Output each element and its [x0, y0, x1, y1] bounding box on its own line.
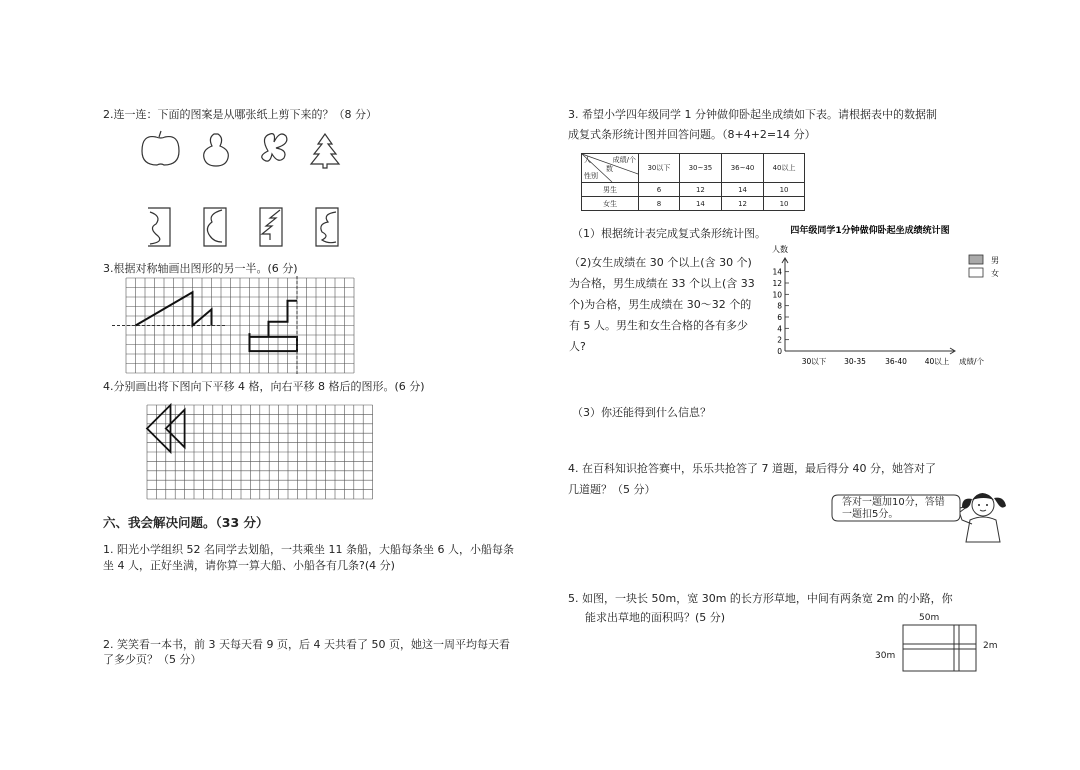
sub-question-2-line: 人? — [569, 340, 586, 353]
question-4-text: 4.分别画出将下图向下平移 4 格，向右平移 8 格后的图形。(6 分) — [103, 380, 425, 393]
table-header-cell: 40以上 — [764, 154, 805, 183]
y-tick-label: 8 — [777, 301, 782, 311]
table-cell: 14 — [679, 197, 721, 211]
problem-1-line-1: 1. 阳光小学组织 52 名同学去划船，一共乘坐 11 条船，大船每条坐 6 人，小船每条 — [103, 543, 514, 556]
r-question-3-line-2: 成复式条形统计图并回答问题。（8+4+2=14 分） — [568, 128, 816, 141]
chart-x-axis-label: 成绩/个 — [959, 357, 985, 366]
r-question-3-line-1: 3. 希望小学四年级同学 1 分钟做仰卧起坐成绩如下表。请根据表中的数据制 — [568, 108, 937, 121]
legend-label: 男 — [991, 256, 999, 265]
field-width-label: 30m — [875, 651, 896, 661]
corner-mid2-label: 数 — [606, 165, 613, 173]
r-question-5-line-2: 能求出草地的面积吗？(5 分) — [585, 611, 726, 624]
chart-y-axis-label: 人数 — [772, 245, 788, 254]
table-cell: 12 — [679, 183, 721, 197]
table-header-cell: 30~35 — [679, 154, 721, 183]
y-tick-label: 0 — [777, 347, 782, 356]
row-label: 男生 — [582, 183, 639, 197]
y-tick-label: 6 — [777, 313, 782, 322]
question-3-text: 3.根据对称轴画出图形的另一半。(6 分) — [103, 262, 298, 275]
corner-mid1-label: 人 — [584, 156, 591, 164]
table-cell: 8 — [639, 197, 680, 211]
field-length-label: 50m — [919, 613, 940, 623]
corner-top-label: 成绩/个 — [612, 156, 636, 164]
table-cell: 10 — [764, 183, 805, 197]
x-tick-label: 30以下 — [801, 357, 827, 366]
legend-label: 女 — [991, 269, 999, 278]
y-tick-label: 10 — [772, 290, 782, 300]
section-6-title: 六、我会解决问题。（33 分） — [103, 515, 269, 530]
problem-1-line-2: 坐 4 人，正好坐满，请你算一算大船、小船各有几条?(4 分) — [103, 559, 395, 572]
x-tick-label: 36-40 — [885, 357, 907, 366]
sub-question-2-line: （2)女生成绩在 30 个以上(含 30 个) — [569, 256, 752, 269]
y-tick-label: 12 — [772, 279, 782, 288]
table-header-cell: 36~40 — [721, 154, 763, 183]
sub-question-3: （3）你还能得到什么信息？ — [572, 406, 711, 419]
y-tick-label: 2 — [777, 335, 782, 345]
y-tick-label: 4 — [777, 324, 782, 334]
table-cell: 10 — [764, 197, 805, 211]
problem-2-line-1: 2. 笑笑看一本书，前 3 天每天看 9 页，后 4 天共看了 50 页，她这一周平均每天看 — [103, 638, 510, 651]
r-question-5-line-1: 5. 如图，一块长 50m，宽 30m 的长方形草地，中间有两条宽 2m 的小路，你 — [568, 592, 953, 605]
sub-question-2-line: 为合格，男生成绩在 33 个以上(含 33 — [569, 277, 755, 290]
y-tick-label: 14 — [772, 267, 782, 277]
table-cell: 14 — [721, 183, 763, 197]
sub-question-1: （1）根据统计表完成复式条形统计图。 — [572, 227, 766, 240]
path-width-label: 2m — [983, 641, 998, 651]
r-question-4-line-2: 几道题？（5 分） — [568, 483, 656, 496]
problem-2-line-2: 了多少页？（5 分） — [103, 653, 202, 666]
table-cell: 12 — [721, 197, 763, 211]
row-label: 女生 — [582, 197, 639, 211]
x-tick-label: 40以上 — [924, 357, 950, 366]
bubble-line-2: 一题扣5分。 — [842, 509, 899, 520]
table-cell: 6 — [639, 183, 680, 197]
corner-bottom-label: 性别 — [584, 172, 598, 180]
sub-question-2-line: 个)为合格，男生成绩在 30～32 个的 — [569, 298, 752, 311]
sub-question-2-line: 有 5 人。男生和女生合格的各有多少 — [569, 319, 748, 332]
table-header-cell: 30以下 — [639, 154, 680, 183]
question-2-text: 2.连一连：下面的图案是从哪张纸上剪下来的？（8 分） — [103, 108, 377, 121]
x-tick-label: 30-35 — [844, 357, 866, 366]
chart-title: 四年级同学1分钟做仰卧起坐成绩统计图 — [790, 226, 950, 236]
bubble-line-1: 答对一题加10分，答错 — [842, 497, 945, 508]
r-question-4-line-1: 4. 在百科知识抢答赛中，乐乐共抢答了 7 道题，最后得分 40 分，她答对了 — [568, 462, 936, 475]
